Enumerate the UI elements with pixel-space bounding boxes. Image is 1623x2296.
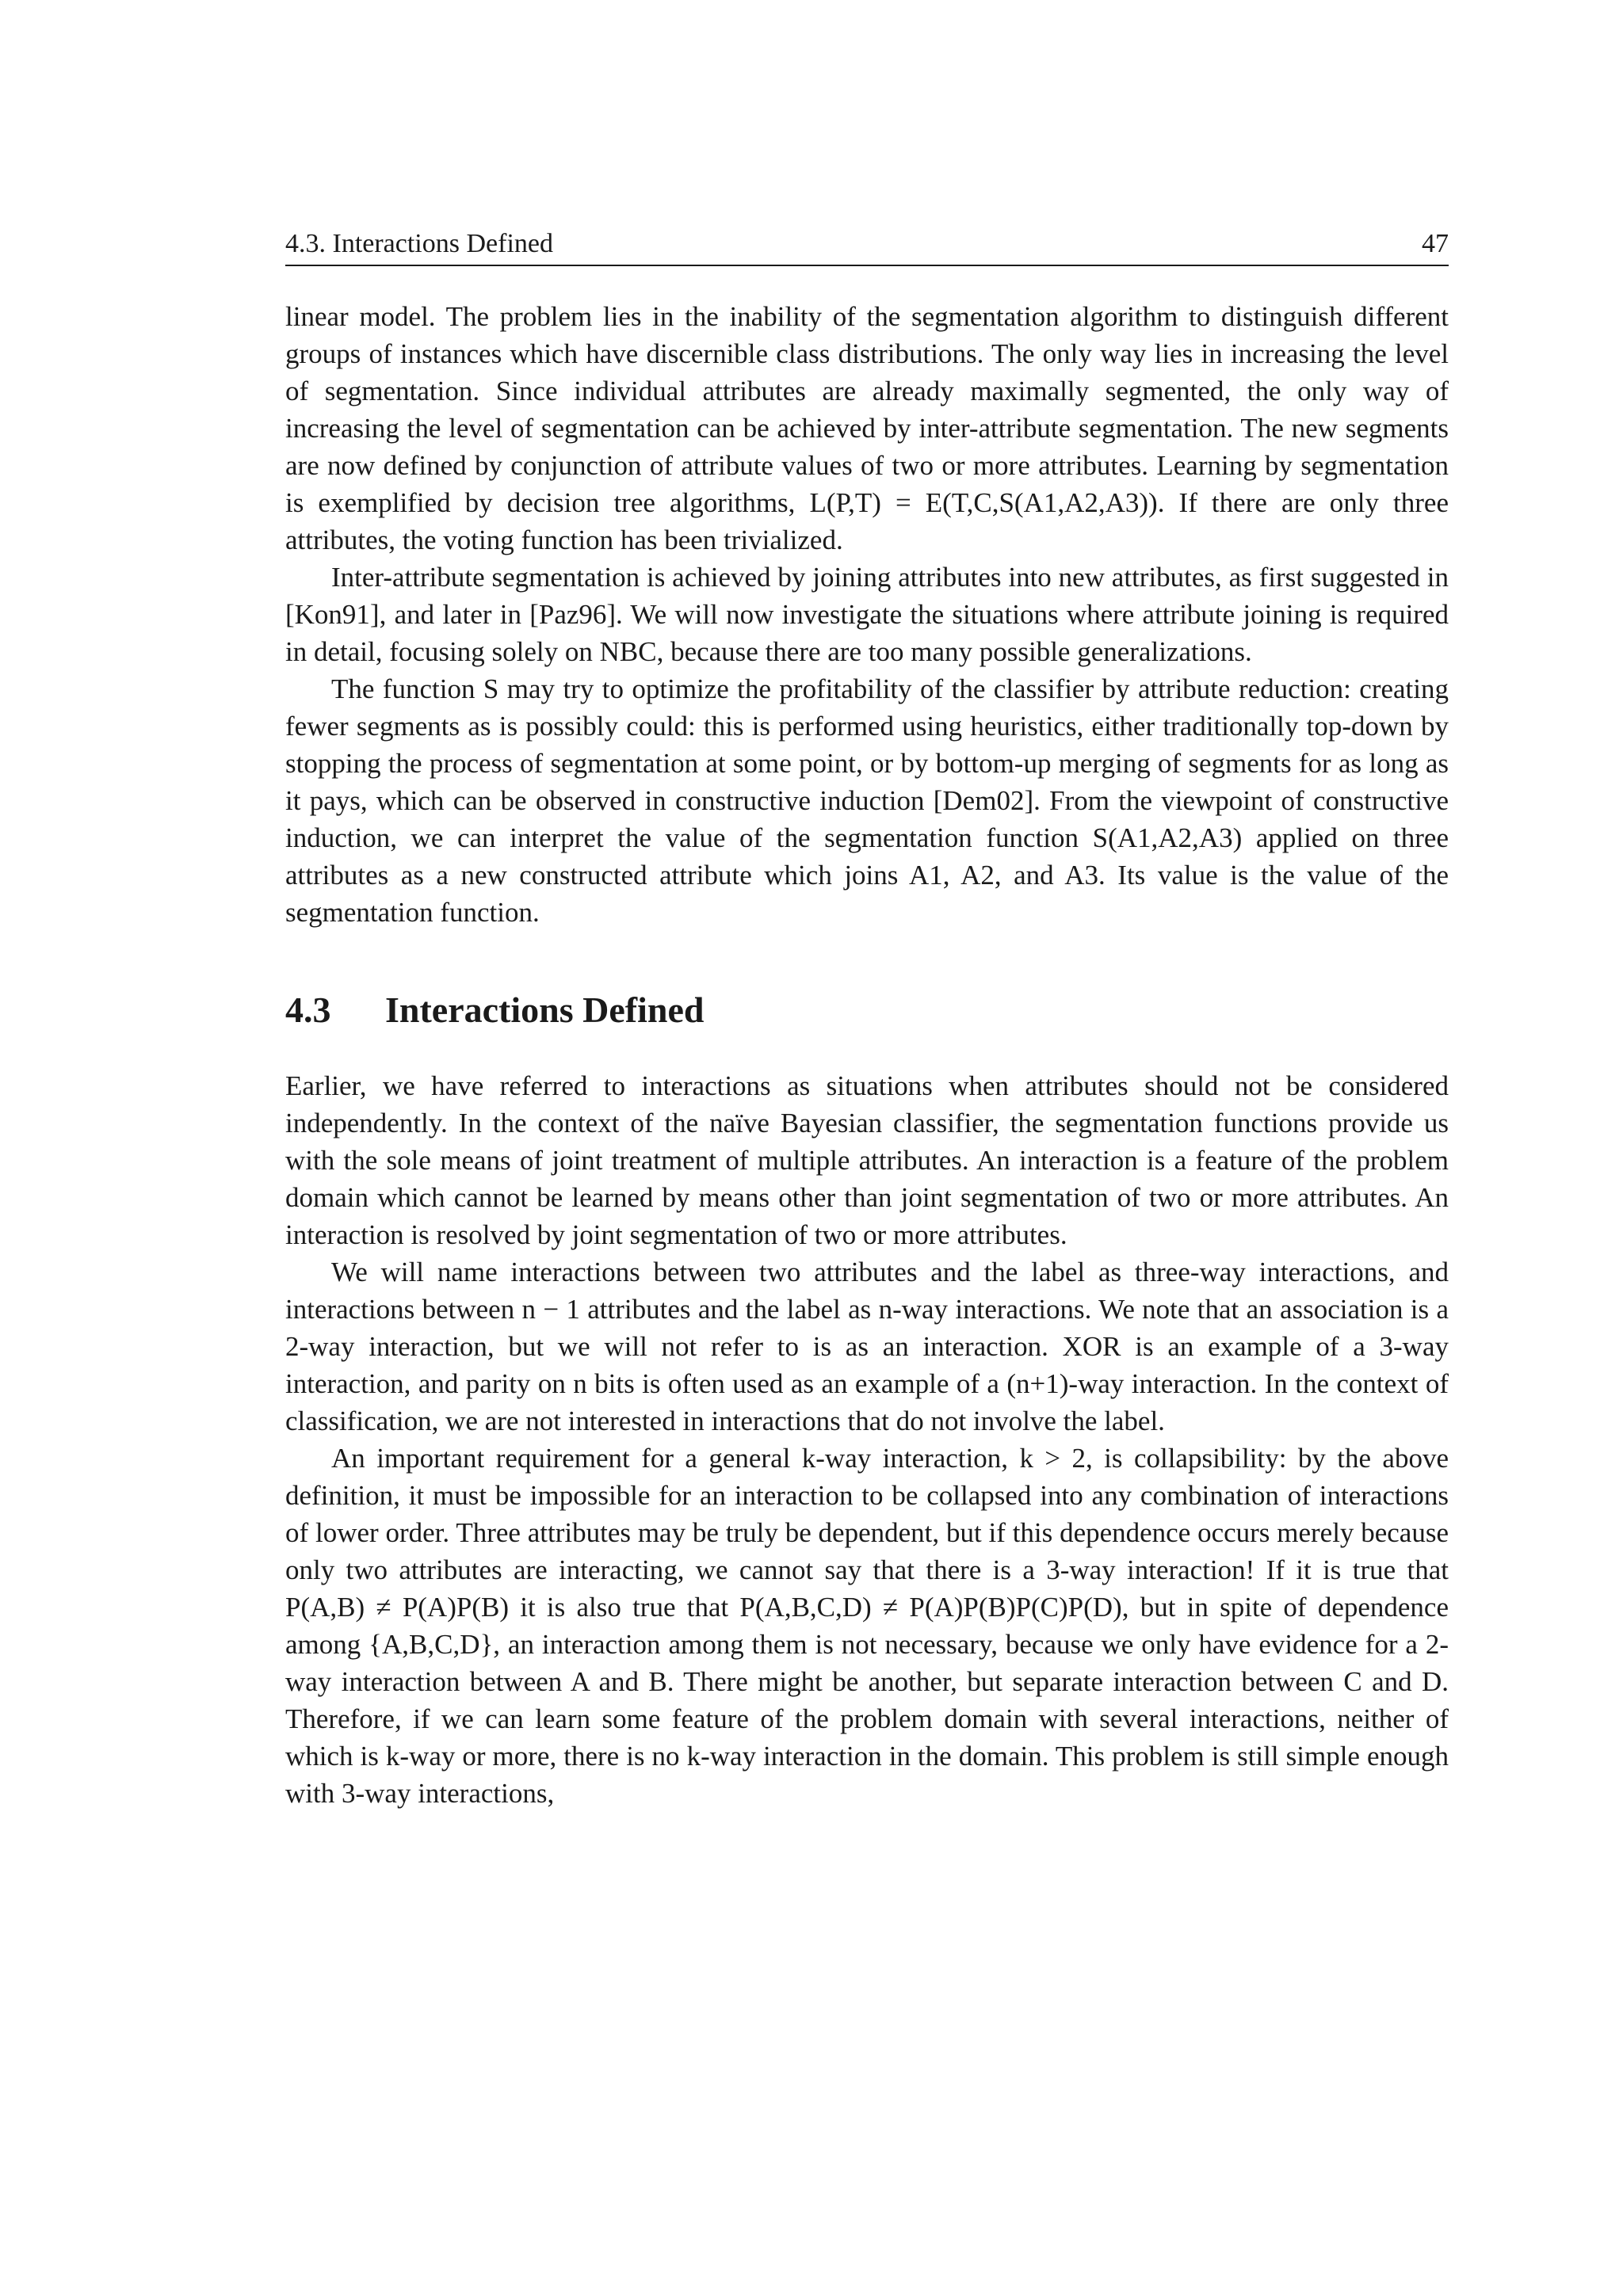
paragraph: linear model. The problem lies in the inability of the segmentation algorithm to distinguish different groups of instances which have discernible class distributions. The only way lies in increasing the level of segmentation. Since individual attributes are already maximally segmented, the only way of increasing the level of segmentation can be achieved by inter-attribute segmentation. The new segments are now defined by conjunction of attribute values of two or more attributes. Learning by segmentation is exemplified by decision tree algorithms, L(P,T) = E(T,C,S(A1,A2,A3)). If there are only three attributes, the voting function has been trivialized. [285,301,1449,555]
running-head-title: 4.3. Interactions Defined [285,229,553,258]
section-heading [285,988,1449,1032]
body-text [285,298,1449,1812]
paragraphs-after [285,1067,1449,1812]
paragraph: Inter-attribute segmentation is achieved by joining attributes into new attributes, as first suggested in [Kon91], and later in [Paz96]. We will now investigate the situations where attribute joining is required in detail, focusing solely on NBC, because there are too many possible generalizations. [285,562,1449,667]
paragraph: The function S may try to optimize the profitability of the classifier by attribute reduction: creating fewer segments as is possibly could: this is performed using heuristics, either traditionally top-down by stopping the process of segmentation at some point, or by bottom-up merging of segments for as long as it pays, which can be observed in constructive induction [Dem02]. From the viewpoint of constructive induction, we can interpret the value of the segmentation function S(A1,A2,A3) applied on three attributes as a new constructed attribute which joins A1, A2, and A3. Its value is the value of the segmentation function. [285,673,1449,928]
paragraph: Earlier, we have referred to interactions as situations when attributes should not be considered independently. In the context of the naïve Bayesian classifier, the segmentation functions provide us with the sole means of joint treatment of multiple attributes. An interaction is a feature of the problem domain which cannot be learned by means other than joint segmentation of two or more attributes. An interaction is resolved by joint segmentation of two or more attributes. [285,1070,1449,1250]
page [285,228,1449,1812]
section-number: 4.3 [285,990,331,1030]
paragraph: We will name interactions between two attributes and the label as three-way interactions, and interactions between n − 1 attributes and the label as n-way interactions. We note that an association is a 2-way interaction, but we will not refer to is as an interaction. XOR is an example of a 3-way interaction, and parity on n bits is often used as an example of a (n+1)-way interaction. In the context of classification, we are not interested in interactions that do not involve the label. [285,1257,1449,1436]
running-head [285,228,1449,266]
page-number: 47 [1422,229,1449,258]
paragraph: An important requirement for a general k-way interaction, k > 2, is collapsibility: by the above definition, it must be impossible for an interaction to be collapsed into any combination of interactions of lower order. Three attributes may be truly be dependent, but if this dependence occurs merely because only two attributes are interacting, we cannot say that there is a 3-way interaction! If it is true that P(A,B) ≠ P(A)P(B) it is also true that P(A,B,C,D) ≠ P(A)P(B)P(C)P(D), but in spite of dependence among {A,B,C,D}, an interaction among them is not necessary, because we only have evidence for a 2-way interaction between A and B. There might be another, but separate interaction between C and D. Therefore, if we can learn some feature of the problem domain with several interactions, neither of which is k-way or more, there is no k-way interaction in the domain. This problem is still simple enough with 3-way interactions, [285,1443,1449,1809]
paragraphs-before [285,298,1449,931]
section-title: Interactions Defined [385,990,705,1030]
